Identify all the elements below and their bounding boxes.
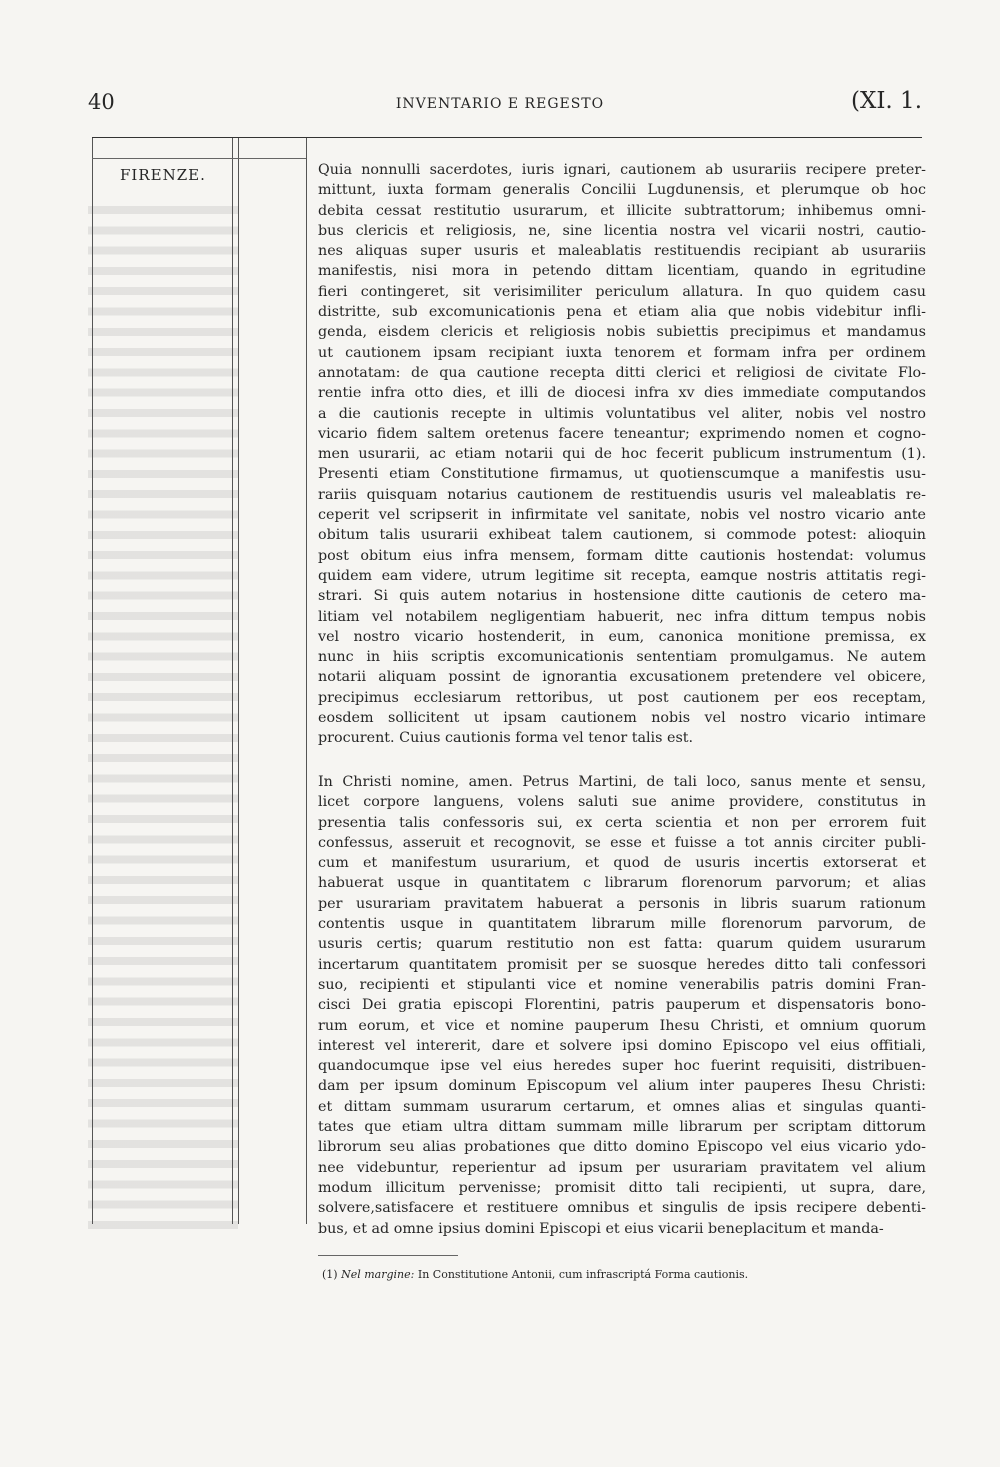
text-line: distritte, sub excomunicationis pena et etiam alia que nobis videbitur infli- xyxy=(318,304,926,321)
text-line: In Christi nomine, amen. Petrus Martini, de tali loco, sanus mente et sensu, xyxy=(318,774,926,790)
text-line: solvere,satisfacere et restituere omnibus et singulis de ipsis recipere debenti- xyxy=(318,1200,926,1217)
text-line: bus, et ad omne ipsius domini Episcopi et eius vicarii beneplacitum et manda- xyxy=(318,1220,884,1237)
text-line: vicario fidem saltem oretenus facere teneantur; exprimendo nomen et cogno- xyxy=(318,425,926,442)
text-line: Quia nonnulli sacerdotes, iuris ignari, cautionem ab usurariis recipere preter- xyxy=(318,162,926,178)
text-line: interest vel intererit, dare et solvere ipsi domino Episcopo vel eius offitiali, xyxy=(318,1037,926,1054)
text-line: incertarum quantitatem promisit per se suosque heredes ditto tali confessori xyxy=(318,956,926,973)
text-line: bus clericis et religiosis, ne, sine licentia nostra vel vicarii nostri, cautio- xyxy=(318,222,926,239)
text-line: obitum talis usurarii exhibeat talem cautionem, si commode potest: alioquin xyxy=(318,527,926,544)
bleed-through-text xyxy=(88,200,238,1230)
text-line: vel nostro vicario hostenderit, in eum, canonica monitione premissa, ex xyxy=(318,628,926,645)
running-title: INVENTARIO E REGESTO xyxy=(395,96,605,112)
constitution-paragraph xyxy=(318,160,926,749)
text-line: strari. Si quis autem notarius in hostensione ditte cautionis de cetero ma- xyxy=(318,588,926,605)
text-line: librorum seu alias probationes que ditto domino Episcopo vel eius vicario ydo- xyxy=(318,1139,926,1156)
text-line: mittunt, iuxta formam generalis Concilii Lugdunensis, et plerumque ob hoc xyxy=(318,182,926,199)
text-line: post obitum eius infra mensem, formam ditte cautionis hostendat: volumus xyxy=(318,547,926,564)
text-line: genda, eisdem clericis et religiosis nobis subiettis precipimus et mandamus xyxy=(318,324,926,341)
text-line: modum illicitum pervenisse; promisit ditto tali recipienti, ut supra, dare, xyxy=(318,1179,926,1196)
text-line: Presenti etiam Constitutione firmamus, ut quotienscumque a manifestis usu- xyxy=(318,466,926,483)
text-line: procurent. Cuius cautionis forma vel tenor talis est. xyxy=(318,730,694,747)
text-line: eosdem sollicitent ut ipsam cautionem nobis vel nostro vicario intimare xyxy=(318,710,926,727)
text-line: nes aliquas super usuris et maleablatis restituendis recipiant ab usurariis xyxy=(318,243,926,260)
text-line: precipimus ecclesiarum rettoribus, ut post cautionem per eos receptam, xyxy=(318,689,926,706)
text-line: contentis usque in quantitatem librarum mille florenorum parvorum, de xyxy=(318,916,926,933)
footnote xyxy=(322,1268,748,1281)
footnote-mark: (1) xyxy=(322,1268,338,1281)
margin-place-label: FIRENZE. xyxy=(120,166,206,184)
text-line: et dittam summam usurarum certarum, et omnes alias et singulas quanti- xyxy=(318,1098,926,1115)
text-line: quandocumque ipse vel eius heredes super hoc fuerint requisiti, distribuen- xyxy=(318,1058,926,1075)
margin-rule-inner-2 xyxy=(238,138,239,1224)
text-line: tates que etiam ultra dittam summam mille librarum per scriptam dittorum xyxy=(318,1119,926,1136)
text-line: annotatam: de qua cautione recepta ditti clerici et religiosi de civitate Flo- xyxy=(318,364,926,381)
margin-rule-outer xyxy=(92,138,93,1224)
margin-rule-inner xyxy=(232,138,233,1224)
text-line: a die cautionis recepte in ultimis voluntatibus vel aliter, nobis vel nostro xyxy=(318,405,926,422)
footnote-lead: Nel margine: xyxy=(341,1268,415,1281)
text-line: litiam vel notabilem negligentiam habuerit, nec infra dittum tempus nobis xyxy=(318,608,926,625)
text-line: manifestis, nisi mora in petendo dittam licentiam, quando in egritudine xyxy=(318,263,926,280)
margin-header-rule xyxy=(92,158,306,159)
text-line: debita cessat restitutio usurarum, et illicite subtrattorum; inhibemus omni- xyxy=(318,202,926,219)
text-line: ut cautionem ipsam recipiant iuxta tenorem et formam infra per ordinem xyxy=(318,344,926,361)
cautio-formula-paragraph xyxy=(318,772,926,1239)
header-rule xyxy=(92,137,922,138)
text-line: rariis quisquam notarius cautionem de restituendis usuris vel maleablatis re- xyxy=(318,486,926,503)
text-line: men usurarii, ac etiam notarii qui de hoc fecerit publicum instrumentum (1). xyxy=(318,446,926,463)
text-line: habuerat usque in quantitatem c librarum florenorum parvorum; et alias xyxy=(318,875,926,892)
footnote-text: In Constitutione Antonii, cum infrascriptá Forma cautionis. xyxy=(417,1268,749,1281)
text-line: nunc in hiis scriptis excomunicationis sententiam promulgamus. Ne autem xyxy=(318,649,926,666)
text-line: rum eorum, et vice et nomine pauperum Ihesu Christi, et omnium quorum xyxy=(318,1017,926,1034)
text-line: rentie infra otto dies, et illi de diocesi infra xv dies immediate computandos xyxy=(318,385,926,402)
text-line: notarii aliquam possint de ignorantia excusationem pretendere vel obicere, xyxy=(318,669,926,686)
text-line: cum et manifestum usurarium, et quod de usuris incertis extorserat et xyxy=(318,855,926,872)
footnote-rule xyxy=(318,1255,458,1256)
text-line: nee videbuntur, reperientur ad ipsum per usurariam pravitatem vel alium xyxy=(318,1159,926,1176)
section-number: (XI. 1. xyxy=(851,88,922,114)
page-number: 40 xyxy=(88,90,115,114)
text-line: confessus, asseruit et recognovit, se esse et fuisse a tot annis circiter publi- xyxy=(318,834,926,851)
text-line: suo, recipienti et stipulanti vice et nomine venerabilis patris domini Fran- xyxy=(318,976,926,993)
text-line: fieri contingeret, sit verisimiliter periculum allatura. In quo quidem casu xyxy=(318,283,926,300)
text-line: cisci Dei gratia episcopi Florentini, patris pauperum et dispensatoris bono- xyxy=(318,997,926,1014)
text-line: quidem eam videre, utrum legitime sit recepta, eamque nostris attitatis regi- xyxy=(318,567,926,584)
text-line: usuris certis; quarum restitutio non est fatta: quarum quidem usurarum xyxy=(318,936,926,953)
text-line: ceperit vel scripserit in infirmitate vel sanitate, nobis vel nostro vicario ante xyxy=(318,507,926,524)
text-line: licet corpore languens, volens saluti sue anime providere, constitutus in xyxy=(318,794,926,811)
text-line: presentia talis confessoris sui, ex certa scientia et non per errorem fuit xyxy=(318,814,926,831)
text-line: per usurariam pravitatem habuerat a personis in libris suarum rationum xyxy=(318,895,926,912)
text-column-rule xyxy=(306,138,307,1224)
text-line: dam per ipsum dominum Episcopum vel alium inter pauperes Ihesu Christi: xyxy=(318,1078,926,1095)
